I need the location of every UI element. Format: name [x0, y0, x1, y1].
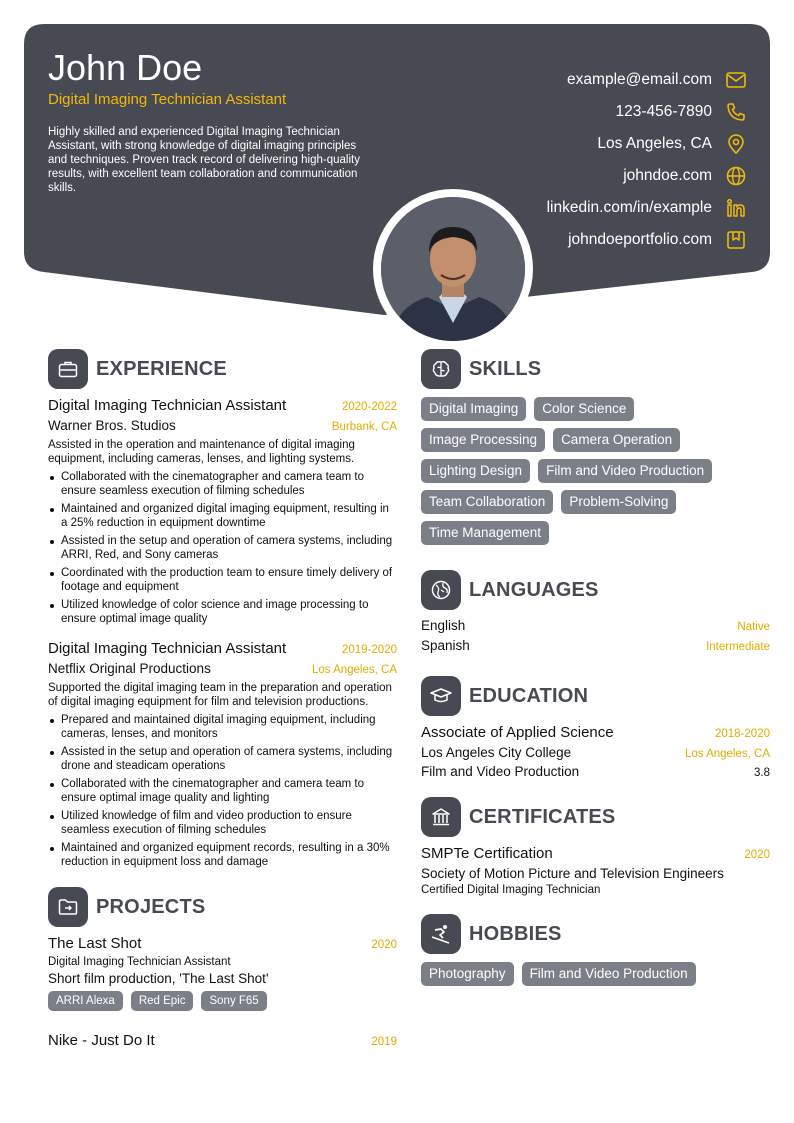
- degree: Associate of Applied Science: [421, 724, 614, 741]
- hobby-tag: Photography: [421, 962, 514, 986]
- skill-tag: Color Science: [534, 397, 634, 421]
- job-company: Netflix Original Productions: [48, 661, 211, 676]
- certificate-year: 2020: [744, 849, 770, 861]
- skill-tag: Image Processing: [421, 428, 545, 452]
- email-text[interactable]: example@email.com: [567, 71, 712, 88]
- education-title: EDUCATION: [469, 684, 589, 707]
- profile-photo: [373, 189, 533, 349]
- skills-header: [421, 349, 770, 389]
- tag: ARRI Alexa: [48, 991, 123, 1011]
- gpa: 3.8: [754, 767, 770, 779]
- list-item: Collaborated with the cinematographer and camera team to ensure seamless execution of filming schedules: [48, 470, 397, 498]
- list-item: Collaborated with the cinematographer and camera team to ensure optimal image quality and lighting: [48, 777, 397, 805]
- location-icon: [726, 134, 746, 154]
- briefcase-icon: [48, 349, 88, 389]
- project-name: Nike - Just Do It: [48, 1032, 155, 1049]
- linkedin-icon: [726, 198, 746, 218]
- education-years: 2018-2020: [715, 728, 770, 740]
- header: [0, 0, 794, 360]
- list-item: Utilized knowledge of color science and image processing to ensure optimal image quality: [48, 598, 397, 626]
- education-header: [421, 676, 770, 716]
- hobbies-header: [421, 914, 770, 954]
- language-row: [421, 618, 770, 638]
- skill-tag: Camera Operation: [553, 428, 680, 452]
- school: Los Angeles City College: [421, 745, 572, 760]
- person-name: John Doe: [48, 47, 203, 88]
- mail-icon: [726, 70, 746, 90]
- institution-icon: [421, 797, 461, 837]
- experience-title: EXPERIENCE: [96, 357, 227, 380]
- experience-item: [48, 397, 397, 626]
- list-item: Assisted in the setup and operation of camera systems, including ARRI, Red, and Sony cameras: [48, 534, 397, 562]
- graduation-cap-icon: [421, 676, 461, 716]
- project-year: 2019: [371, 1036, 397, 1048]
- contact-phone[interactable]: [416, 96, 746, 128]
- list-item: Coordinated with the production team to ensure timely delivery of footage and equipment: [48, 566, 397, 594]
- language-icon: [421, 570, 461, 610]
- job-description: Supported the digital imaging team in the preparation and operation of digital imaging equipment for film and television productions.: [48, 682, 392, 708]
- skill-tag: Problem-Solving: [561, 490, 676, 514]
- globe-icon: [726, 166, 746, 186]
- certificates-header: [421, 797, 770, 837]
- project-item: [48, 935, 397, 1018]
- job-years: 2020-2022: [342, 401, 397, 413]
- language-name: English: [421, 618, 466, 633]
- hobbies-tags: [421, 962, 770, 993]
- contact-website[interactable]: [416, 160, 746, 192]
- skills-title: SKILLS: [469, 357, 542, 380]
- certificate-name: SMPTe Certification: [421, 845, 553, 862]
- linkedin-text[interactable]: linkedin.com/in/example: [546, 199, 712, 216]
- certificate-org: Society of Motion Picture and Television Engineers: [421, 866, 724, 881]
- avatar: [381, 197, 525, 341]
- job-title: Digital Imaging Technician Assistant: [48, 397, 287, 414]
- projects-title: PROJECTS: [96, 895, 206, 918]
- project-tags: [48, 991, 397, 1018]
- languages-title: LANGUAGES: [469, 578, 599, 601]
- folder-icon: [48, 887, 88, 927]
- field-of-study: Film and Video Production: [421, 764, 580, 779]
- experience-header: [48, 349, 397, 389]
- brain-icon: [421, 349, 461, 389]
- job-company: Warner Bros. Studios: [48, 418, 176, 433]
- skill-tag: Film and Video Production: [538, 459, 712, 483]
- skill-tag: Lighting Design: [421, 459, 530, 483]
- list-item: Prepared and maintained digital imaging equipment, including cameras, lenses, and monitors: [48, 713, 397, 741]
- bookmark-icon: [726, 230, 746, 250]
- skill-tag: Team Collaboration: [421, 490, 553, 514]
- list-item: Maintained and organized equipment records, resulting in a 30% reduction in equipment loss and damage: [48, 841, 397, 869]
- summary: Highly skilled and experienced Digital Imaging Technician Assistant, with strong knowledge of digital imaging principles and techniques. Proven track record of delivering high-quality results, with excellent team collaboration and communication skills.: [48, 126, 360, 194]
- website-text[interactable]: johndoe.com: [623, 167, 712, 184]
- skiing-icon: [421, 914, 461, 954]
- list-item: Utilized knowledge of film and video production to ensure seamless execution of filming schedules: [48, 809, 397, 837]
- skill-tag: Time Management: [421, 521, 549, 545]
- hobbies-title: HOBBIES: [469, 922, 562, 945]
- certificate-item: [421, 845, 770, 896]
- projects-header: [48, 887, 397, 927]
- right-column: [421, 349, 770, 993]
- experience-item: [48, 640, 397, 869]
- project-role: Digital Imaging Technician Assistant: [48, 956, 231, 968]
- job-location: Burbank, CA: [331, 421, 397, 433]
- tag: Sony F65: [201, 991, 266, 1011]
- job-location: Los Angeles, CA: [311, 664, 397, 676]
- location-text: Los Angeles, CA: [597, 135, 712, 152]
- certificate-desc: Certified Digital Imaging Technician: [421, 884, 601, 896]
- contact-email[interactable]: [416, 64, 746, 96]
- list-item: Maintained and organized digital imaging equipment, resulting in a 25% reduction in equipment downtime: [48, 502, 397, 530]
- list-item: Assisted in the setup and operation of camera systems, including drone and steadicam operations: [48, 745, 397, 773]
- job-bullets: [48, 470, 397, 626]
- project-description: Short film production, 'The Last Shot': [48, 971, 269, 986]
- project-year: 2020: [371, 939, 397, 951]
- language-level: Native: [737, 621, 770, 633]
- job-bullets: [48, 713, 397, 869]
- skill-tag: Digital Imaging: [421, 397, 526, 421]
- tag: Red Epic: [131, 991, 194, 1011]
- language-level: Intermediate: [706, 641, 770, 653]
- person-role: Digital Imaging Technician Assistant: [48, 91, 287, 108]
- left-column: [48, 349, 397, 1049]
- education-item: [421, 724, 770, 779]
- hobby-tag: Film and Video Production: [522, 962, 696, 986]
- certificates-title: CERTIFICATES: [469, 805, 616, 828]
- job-description: Assisted in the operation and maintenance of digital imaging equipment, including cameras, lenses, and lighting systems.: [48, 439, 355, 465]
- languages-header: [421, 570, 770, 610]
- phone-icon: [726, 102, 746, 122]
- language-name: Spanish: [421, 638, 470, 653]
- project-name: The Last Shot: [48, 935, 142, 952]
- phone-text[interactable]: 123-456-7890: [615, 103, 712, 120]
- school-location: Los Angeles, CA: [684, 748, 770, 760]
- portfolio-text[interactable]: johndoeportfolio.com: [568, 231, 712, 248]
- job-title: Digital Imaging Technician Assistant: [48, 640, 287, 657]
- project-item: [48, 1032, 397, 1049]
- languages-list: [421, 618, 770, 658]
- job-years: 2019-2020: [342, 644, 397, 656]
- contact-location: [416, 128, 746, 160]
- skills-tags: [421, 397, 770, 552]
- language-row: [421, 638, 770, 658]
